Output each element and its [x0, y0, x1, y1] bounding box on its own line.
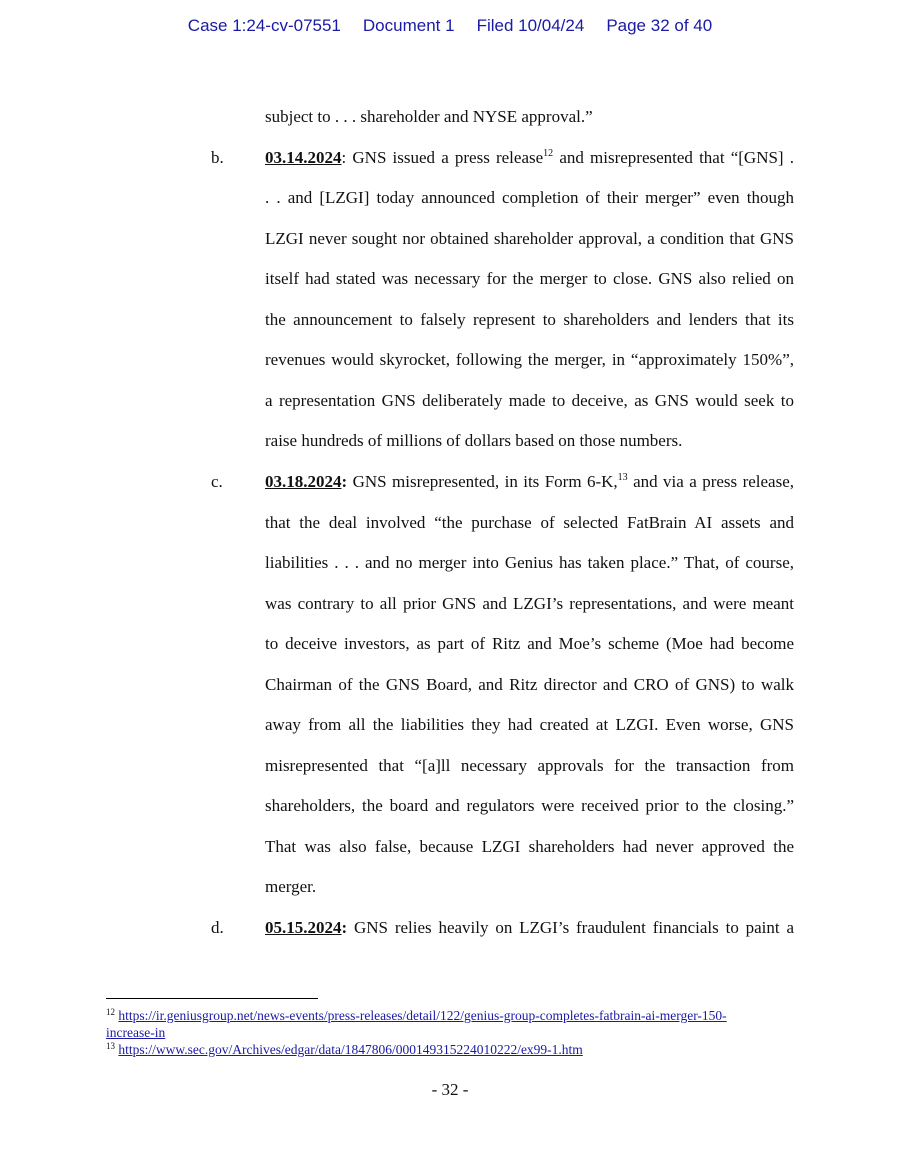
item-b-line-2: . . and [LZGI] today announced completion of their merger” even though [265, 188, 794, 207]
ecf-header [0, 16, 900, 36]
item-c-line-9: shareholders, the board and regulators were received prior to the closing.” [265, 796, 794, 815]
item-b-line-4: itself had stated was necessary for the merger to close. GNS also relied on [265, 269, 794, 288]
document-number: Document 1 [362, 16, 455, 35]
item-c-line-11: merger. [265, 877, 317, 896]
footnote-12-link[interactable]: https://ir.geniusgroup.net/news-events/press-releases/detail/122/genius-group-completes-fatbrain-ai-merger-150- [118, 1008, 727, 1023]
item-b-line-3: LZGI never sought nor obtained shareholder approval, a condition that GNS [265, 229, 794, 248]
continuation-text: subject to . . . shareholder and NYSE approval.” [265, 107, 593, 126]
item-b-line-6: revenues would skyrocket, following the merger, in “approximately 150%”, [265, 350, 794, 369]
item-d-marker: d. [211, 918, 224, 937]
item-b-line-8: raise hundreds of millions of dollars based on those numbers. [265, 431, 683, 450]
item-b-date: 03.14.2024 [265, 148, 342, 167]
item-b-line-5: the announcement to falsely represent to shareholders and lenders that its [265, 310, 794, 329]
item-c-line-7: away from all the liabilities they had created at LZGI. Even worse, GNS [265, 715, 794, 734]
item-d-date: 05.15.2024 [265, 918, 342, 937]
item-c-marker: c. [211, 472, 223, 491]
item-c-line-5: to deceive investors, as part of Ritz and Moe’s scheme (Moe had become [265, 634, 794, 653]
footnote-13: $^{13}$ https://www.sec.gov/Archives/edgar/data/1847806/000149315224010222/ex99-1.htm [106, 1041, 583, 1057]
item-c-line-1: 03.18.2024: GNS misrepresented, in its Form 6-K,$^{13}$ and via a press release, [265, 472, 794, 491]
page-of-total: Page 32 of 40 [606, 16, 713, 35]
item-b-line-1: 03.14.2024: GNS issued a press release$^{12}$ and misrepresented that “[GNS] . [265, 148, 794, 167]
case-number: Case 1:24-cv-07551 [187, 16, 341, 35]
footnote-ref-12[interactable]: 12 [543, 148, 554, 159]
item-d-line-1: 05.15.2024: GNS relies heavily on LZGI’s fraudulent financials to paint a [265, 918, 794, 937]
footnote-12: $^{12}$ https://ir.geniusgroup.net/news-events/press-releases/detail/122/genius-group-completes-fatbrain-ai-merger-150- [106, 1007, 727, 1023]
item-c-line-6: Chairman of the GNS Board, and Ritz director and CRO of GNS) to walk [265, 675, 794, 694]
item-c-line-2: that the deal involved “the purchase of selected FatBrain AI assets and [265, 513, 794, 532]
item-c-date: 03.18.2024 [265, 472, 342, 491]
footnote-ref-13[interactable]: 13 [617, 472, 628, 483]
item-b-marker: b. [211, 148, 224, 167]
footnote-12-cont [106, 1025, 165, 1041]
item-c-line-3: liabilities . . . and no merger into Genius has taken place.” That, of course, [265, 553, 794, 572]
footnote-13-link[interactable]: https://www.sec.gov/Archives/edgar/data/1847806/000149315224010222/ex99-1.htm [118, 1042, 583, 1057]
item-b-line-7: a representation GNS deliberately made to deceive, as GNS would seek to [265, 391, 794, 410]
filed-date: Filed 10/04/24 [476, 16, 585, 35]
footnote-12-link-cont[interactable]: increase-in [106, 1025, 166, 1040]
item-c-line-4: was contrary to all prior GNS and LZGI’s representations, and were meant [265, 594, 794, 613]
page-number: - 32 - [431, 1080, 469, 1099]
item-c-line-10: That was also false, because LZGI shareholders had never approved the [265, 837, 794, 856]
item-c-line-8: misrepresented that “[a]ll necessary approvals for the transaction from [265, 756, 794, 775]
footnote-divider [106, 998, 318, 999]
